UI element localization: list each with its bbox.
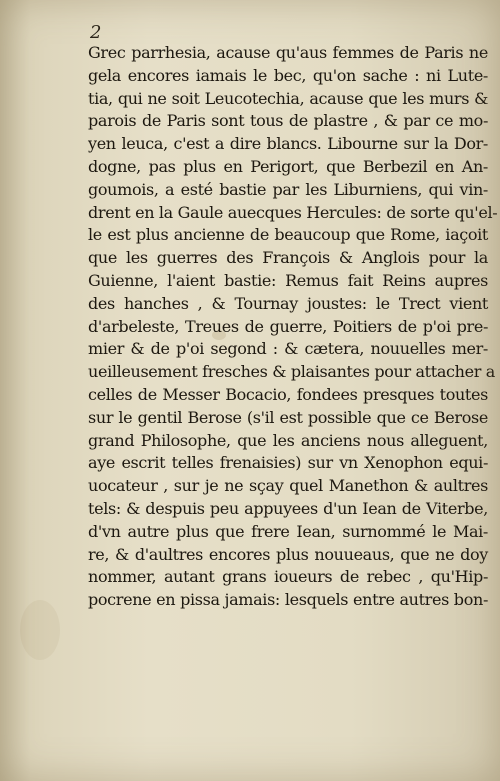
text-line: goumois, a esté bastie par les Liburniens, qui vin- (88, 179, 488, 199)
text-line: sur le gentil Berose (s'il est possible que ce Berose (88, 407, 488, 427)
text-line: le est plus ancienne de beaucoup que Rome, iaçoit (88, 225, 488, 245)
text-line: pocrene en pissa jamais: lesquels entre autres bon- (88, 590, 488, 610)
text-line: tels: & despuis peu appuyees d'un Iean de Viterbe, (88, 498, 488, 518)
text-line: yen leuca, c'est a dire blancs. Libourne sur la Dor- (88, 134, 488, 154)
text-line: dogne, pas plus en Perigort, que Berbezil en An- (88, 156, 488, 176)
body-text (88, 42, 498, 612)
text-line: que les guerres des François & Anglois pour la (88, 248, 488, 268)
text-line: uocateur , sur je ne sçay quel Manethon & aultres (88, 476, 488, 496)
page-number: 2 (90, 22, 102, 43)
text-line: tia, qui ne soit Leucotechia, acause que les murs & (88, 88, 488, 108)
text-line: grand Philosophe, que les anciens nous alleguent, (88, 430, 488, 450)
text-line: Guienne, l'aient bastie: Remus fait Reins aupres (88, 270, 488, 290)
text-line: Grec parrhesia, acause qu'aus femmes de Paris ne (88, 43, 488, 62)
text-line: parois de Paris sont tous de plastre , & par ce mo- (88, 111, 488, 131)
text-line: d'vn autre plus que frere Iean, surnommé le Mai- (88, 521, 488, 541)
text-line: des hanches , & Tournay joustes: le Trect vient (88, 293, 488, 313)
text-line: aye escrit telles frenaisies) sur vn Xenophon equi- (88, 453, 488, 473)
text-line: ueilleusement fresches & plaisantes pour attacher a (88, 362, 495, 382)
text-line: d'arbeleste, Treues de guerre, Poitiers de p'oi pre- (88, 316, 488, 336)
text-line: mier & de p'oi segond : & cætera, nouuelles mer- (88, 339, 488, 359)
paper-stain (20, 600, 60, 660)
text-line: gela encores iamais le bec, qu'on sache : ni Lute- (88, 65, 488, 85)
text-line: celles de Messer Bocacio, fondees presques toutes (88, 384, 488, 404)
text-line: re, & d'aultres encores plus nouueaus, que ne doy (88, 544, 488, 564)
text-line: nommer, autant grans ioueurs de rebec , qu'Hip- (88, 567, 488, 587)
text-line: drent en la Gaule auecques Hercules: de sorte qu'el- (88, 202, 498, 222)
